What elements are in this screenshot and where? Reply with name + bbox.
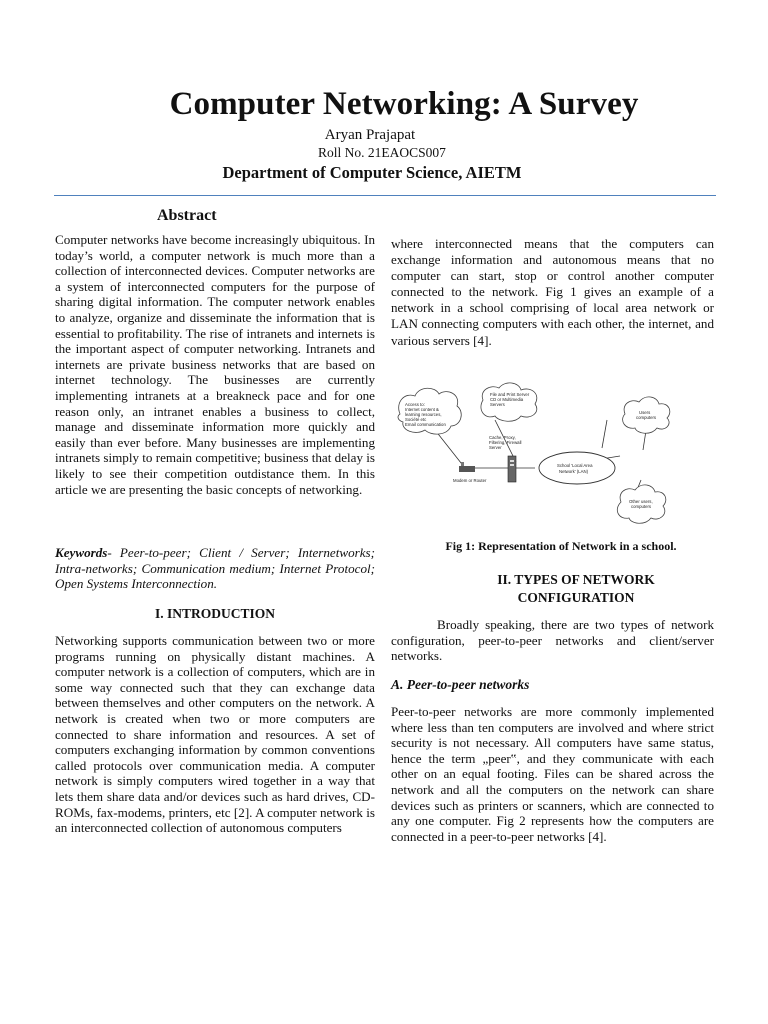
proxy-label-2: Filtering, Firewall — [489, 440, 522, 445]
figure-caption: Fig 1: Representation of Network in a school. — [445, 539, 677, 553]
paper-title: Computer Networking: A Survey — [169, 86, 639, 122]
types-heading-line2: CONFIGURATION — [517, 590, 635, 605]
users-cloud — [623, 397, 670, 433]
file-server-cloud — [481, 383, 537, 421]
types-heading-line1: II. TYPES OF NETWORK — [497, 572, 655, 587]
introduction-continuation: where interconnected means that the computers can exchange information and autonomous means that no computer can start, stop or control another computer connected to the network. Fig 1 gives an example of a network in a school comprising of local area network or LAN connecting computers with each other, the internet, and various servers [4]. — [391, 236, 714, 348]
file-server-label-1: File and Print Server — [490, 392, 530, 397]
users-label-2: computers — [636, 415, 657, 420]
keywords-text: - Peer-to-peer; Client / Server; Internetworks; Intra-networks; Communication medium; Internet Protocol; Open Systems Interconnection. — [55, 545, 375, 592]
file-server-label-3: Servers — [490, 402, 505, 407]
abstract-heading: Abstract — [157, 207, 217, 224]
internet-cloud-label-1: Access to: — [405, 402, 425, 407]
school-network-figure — [395, 382, 715, 530]
modem-router-icon — [453, 462, 487, 483]
lan-ellipse — [539, 452, 615, 484]
types-text: Broadly speaking, there are two types of network configuration, peer-to-peer networks and client/server networks. — [391, 617, 714, 664]
other-users-label-2: computers — [631, 504, 652, 509]
keywords — [55, 545, 375, 592]
other-users-label-1: Other users, — [629, 499, 653, 504]
users-label-1: Users — [639, 410, 651, 415]
internet-cloud — [398, 388, 461, 434]
lan-label-1: School 'Local Area — [557, 463, 593, 468]
peer-text: Peer-to-peer networks are more commonly implemented where less than ten computers are involved and where strict security is not necessary. All computers have same status, hence the term „peer‟, and they communicate with each other on an equal footing. Files can be shared across the network and all the computers on the network can share devices such as printers or scanners, which are connected to any one computer. Fig 2 represents how the computers are connected in a peer-to-peer networks [4]. — [391, 704, 714, 844]
modem-label: Modem or Router — [453, 478, 487, 483]
introduction-text: Networking supports communication between two or more programs running on physically distant machines. A computer network is a collection of computers, which are in some way connected such that they can exchange data between themselves and other computers on the network. A network is created when two or more computers are connected to share information and resources. A set of computers exchanging information by common conventions called protocols over communication media. A computer network is simply computers wired together in a way that lets them share data and/or devices such as hard drives, CD-ROMs, fax-modems, printers, etc [2]. A computer network is an interconnected collection of autonomous computers — [55, 633, 375, 836]
file-server-label-2: CD or Multimedia — [490, 397, 524, 402]
other-users-cloud — [617, 485, 666, 523]
proxy-label-3: Server — [489, 445, 502, 450]
connector-lines — [435, 420, 647, 495]
internet-cloud-label-4: Société etc — [405, 417, 427, 422]
proxy-label-1: Cache, Proxy, — [489, 435, 516, 440]
lan-label-2: Network' (LAN) — [559, 469, 588, 474]
abstract-text: Computer networks have become increasingly ubiquitous. In today’s world, a computer network is much more than a collection of interconnected devices. Computer networks are a system of interconnected computers for the purpose of sharing digital information. The computer network enables to analyze, organize and disseminate the information that is essential to profitability. The rise of intranets and internets is the important aspect of computer networking. Intranets and internets are private business networks that are based on internet technology. The businesses are currently implementing intranets at a breakneck pace and for one reason only, an intranet enables a business to collect, manage and disseminate information more quickly and easily than ever before. Many businesses are implementing intranets simply to remain competitive; business that delay is likely to see their competition outdistance them. In this article we are presenting the basic concepts of networking. — [55, 232, 376, 497]
department: Department of Computer Science, AIETM — [222, 163, 522, 182]
internet-cloud-label-2: Internet content & — [405, 407, 439, 412]
header-divider — [54, 195, 716, 196]
keywords-label: Keywords — [55, 545, 108, 560]
introduction-heading: I. INTRODUCTION — [154, 606, 276, 621]
roll-number: Roll No. 21EAOCS007 — [318, 145, 446, 160]
server-tower-icon — [508, 456, 516, 482]
internet-cloud-label-3: learning resources, — [405, 412, 442, 417]
author-name: Aryan Prajapat — [324, 127, 416, 143]
internet-cloud-label-5: Email communication — [405, 422, 446, 427]
peer-heading: A. Peer-to-peer networks — [391, 677, 530, 692]
